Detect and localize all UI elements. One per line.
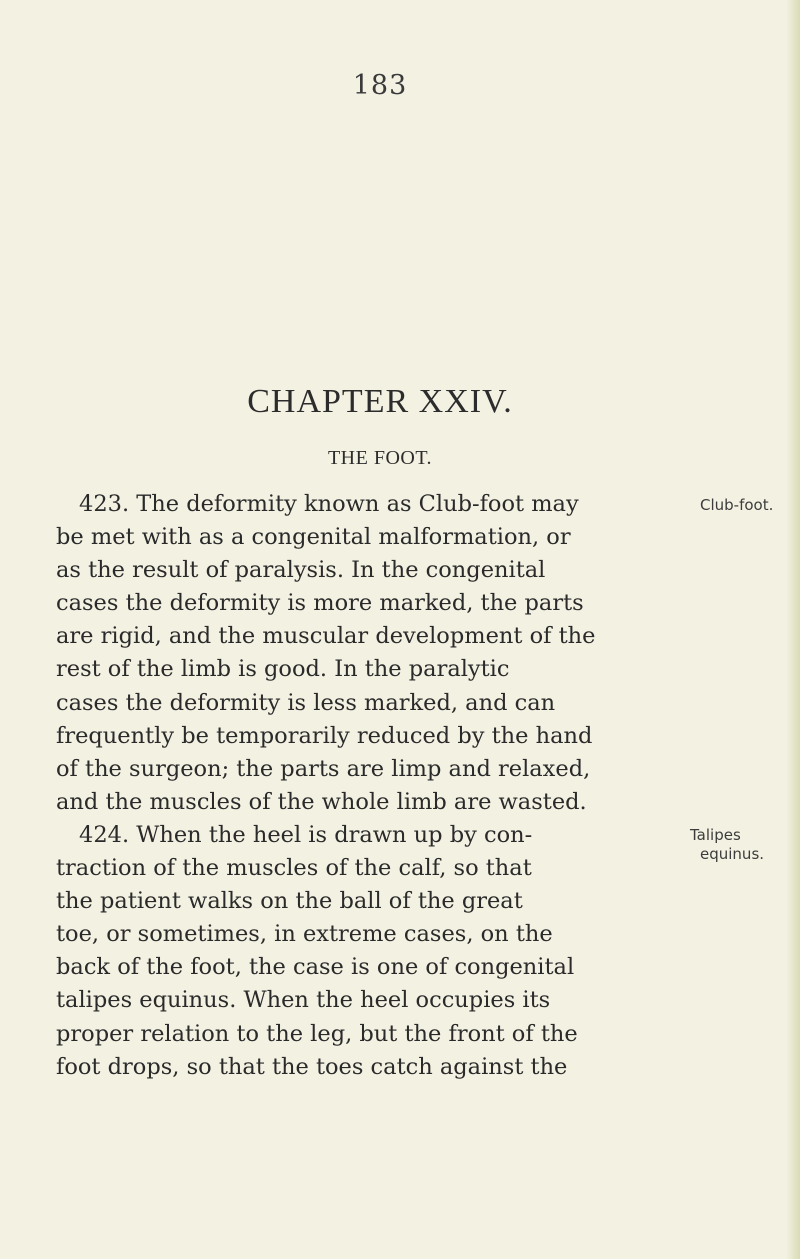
text-line: cases the deformity is less marked, and can: [56, 689, 556, 716]
margin-note-equinus: equinus.: [700, 845, 765, 863]
text-line: and the muscles of the whole limb are wasted.: [56, 788, 587, 815]
text-line: traction of the muscles of the calf, so that: [56, 855, 532, 882]
text-line: rest of the limb is good. In the paralytic: [56, 656, 510, 683]
text-line: 424. When the heel is drawn up by con-: [79, 821, 533, 848]
text-line: back of the foot, the case is one of congenital: [56, 954, 575, 981]
margin-note-club-foot: Club-foot.: [700, 496, 774, 514]
text-line: toe, or sometimes, in extreme cases, on the: [56, 921, 553, 948]
body-text: [56, 488, 656, 1084]
text-line: cases the deformity is more marked, the parts: [56, 590, 584, 617]
text-line: of the surgeon; the parts are limp and relaxed,: [56, 755, 591, 782]
chapter-title: CHAPTER XXIV.: [247, 383, 513, 420]
text-line: foot drops, so that the toes catch against the: [56, 1053, 568, 1080]
text-line: talipes equinus. When the heel occupies its: [56, 987, 551, 1014]
text-line: be met with as a congenital malformation, or: [56, 524, 571, 551]
text-line: as the result of paralysis. In the congenital: [56, 557, 546, 584]
page-edge-shadow: [786, 0, 800, 1259]
margin-note-talipes: Talipes: [690, 826, 741, 844]
text-line: are rigid, and the muscular development of the: [56, 623, 596, 650]
text-line: proper relation to the leg, but the front of the: [56, 1020, 578, 1047]
text-line: frequently be temporarily reduced by the hand: [56, 722, 593, 749]
page-number: 183: [352, 70, 408, 101]
text-line: the patient walks on the ball of the great: [56, 888, 523, 915]
text-line: 423. The deformity known as Club-foot may: [79, 491, 579, 517]
chapter-subtitle: THE FOOT.: [327, 447, 433, 469]
